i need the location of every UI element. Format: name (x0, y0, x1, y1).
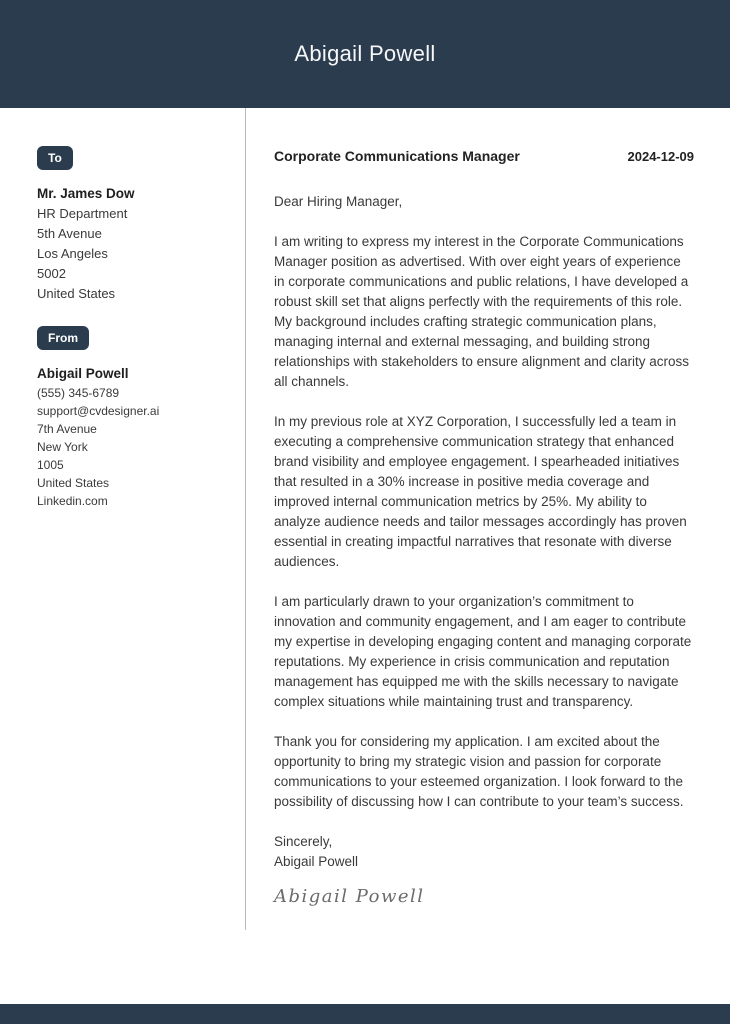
recipient-city: Los Angeles (37, 246, 108, 261)
handwritten-signature: Abigail Powell (274, 886, 425, 907)
sender-phone: (555) 345-6789 (37, 386, 120, 400)
sender-linkedin: Linkedin.com (37, 494, 108, 508)
sender-name: Abigail Powell (37, 366, 129, 381)
job-title: Corporate Communications Manager (274, 148, 520, 164)
footer-bar (0, 1004, 730, 1024)
letter-paragraph: I am particularly drawn to your organization’s commitment to innovation and community engagement, and I am eager to contribute my expertise in developing engaging content and managing corporate reputations. My experience in crisis communication and reputation management has equipped me with the skills necessary to navigate complex situations while maintaining trust and transparency. (274, 594, 692, 709)
signer-name: Abigail Powell (274, 854, 359, 869)
closing-word: Sincerely, (274, 834, 333, 849)
sender-country: United States (37, 476, 110, 490)
sender-street: 7th Avenue (37, 422, 97, 436)
sidebar (0, 108, 245, 930)
recipient-postal-code: 5002 (37, 266, 66, 281)
letter-paragraph: In my previous role at XYZ Corporation, I successfully led a team in executing a comprehensive communication strategy that enhanced brand visibility and employee engagement. I spearheaded initiatives that resulted in a 30% increase in positive media coverage and improved internal communication metrics by 25%. My ability to analyze audience needs and tailor messages accordingly has proven essential in creating impactful narratives that resonate with diverse audiences. (274, 414, 687, 569)
sender-city: New York (37, 440, 88, 454)
sender-block (37, 326, 231, 510)
letter-date: 2024-12-09 (627, 149, 694, 164)
recipient-block (37, 146, 231, 304)
letter-paragraph: I am writing to express my interest in the Corporate Communications Manager position as advertised. With over eight years of experience in corporate communications and public relations, I have developed a robust skill set that aligns perfectly with the requirements of this role. My background includes crafting strategic communication plans, managing internal and external messaging, and building strong relationships with stakeholders to ensure alignment and clarity across all channels. (274, 234, 689, 389)
from-badge: From (37, 326, 89, 350)
recipient-department: HR Department (37, 206, 128, 221)
letter-header-row (274, 148, 694, 164)
closing-block (274, 832, 694, 907)
recipient-name: Mr. James Dow (37, 186, 135, 201)
salutation: Dear Hiring Manager, (274, 194, 403, 209)
header-bar (0, 0, 730, 108)
recipient-country: United States (37, 286, 116, 301)
letter-paragraph: Thank you for considering my application. I am excited about the opportunity to bring my strategic vision and passion for corporate communications to your esteemed organization. I look forward to the possibility of discussing how I can contribute to your team’s success. (274, 734, 684, 809)
sender-email: support@cvdesigner.ai (37, 404, 160, 418)
letter-body (246, 108, 694, 930)
content-area (0, 108, 730, 930)
page-title: Abigail Powell (294, 41, 436, 66)
sender-postal-code: 1005 (37, 458, 64, 472)
recipient-street: 5th Avenue (37, 226, 102, 241)
to-badge: To (37, 146, 73, 170)
